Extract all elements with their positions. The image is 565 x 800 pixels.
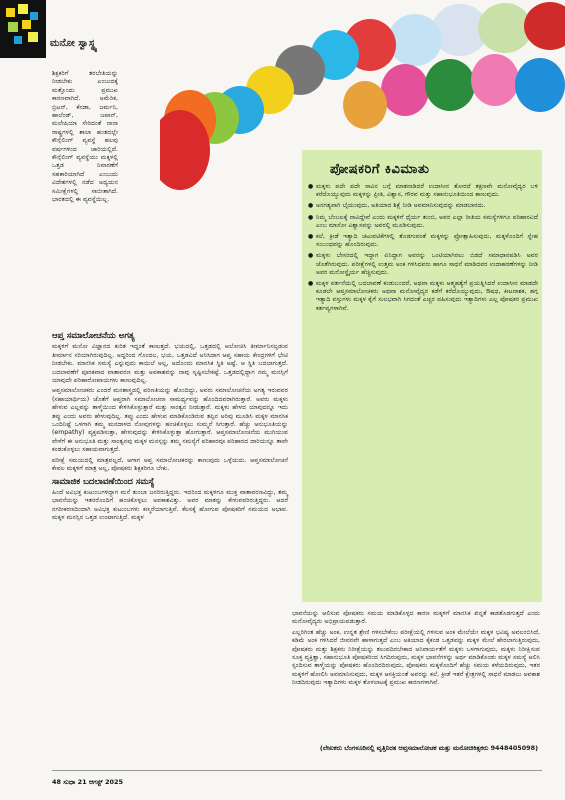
advice-box-title: ಪೋಷಕರಿಗೆ ಕಿವಿಮಾತು — [330, 162, 430, 177]
heading-social-change: ಸಾಮಾಜಿಕ ಬದಲಾವಣೆಯಿಂದ ಸಮಸ್ಯೆ — [52, 476, 155, 487]
left-column — [52, 328, 288, 525]
intro-text: ಶಿಕ್ಷಕರಿಗೆ ತರಬೇತಿಯನ್ನು ನೀಡಬೇಕು ಎಂಬುದಕ್ಕೆ ಮತ್ತೊಂದು ಪ್ರಮುಖ ಕಾರಣವಾಗಿದೆ. ಅಮೆರಿಕ, ಬ್ರಿಟನ್, ಕೆನಡಾ, ಜರ್ಮನಿ, ಹಾಲೆಂಡ್, ಜಪಾನ್, ಮಲೇಷಿಯಾ ಸೇರಿದಂತೆ ನಾನಾ ರಾಷ್ಟ್ರಗಳಲ್ಲಿ ಶಾಲಾ ಹಂತದಲ್ಲೇ ಕೌನ್ಸೆಲಿಂಗ್ ವ್ಯವಸ್ಥೆ ಹಲವು ವರ್ಷಗಳಿಂದ ಜಾರಿಯಲ್ಲಿದೆ. ಕೌನ್ಸೆಲಿಂಗ್ ವ್ಯವಸ್ಥೆಯು ಮಕ್ಕಳಲ್ಲಿ ಒತ್ತಡ ನಿವಾರಣೆಗೆ ಸಹಕಾರಿಯಾಗಿದೆ ಎಂಬುದು ವಿದೇಶಗಳಲ್ಲಿ ನಡೆದ ಅಧ್ಯಯನ ಸಮೀಕ್ಷೆಗಳಲ್ಲಿ ಸಾಬೀತಾಗಿದೆ. ಭಾರತದಲ್ಲಿ ಈ ವ್ಯವಸ್ಥೆಯಿಲ್ಲ. — [52, 70, 118, 204]
page-footer: 48 ಸುಧಾ 21 ಆಗಸ್ಟ್ 2025 — [52, 778, 124, 786]
list-item: ● ಅನಗತ್ಯವಾಗಿ ಬೈಯುವುದು, ಅತಿಯಾದ ಶಿಕ್ಷೆ ನೀಡಿ ಅವಮಾನಿಸುವುದನ್ನು ಮಾಡಬಾರದು. — [308, 202, 538, 210]
paragraph: ಪರೀಕ್ಷೆ ಸಮಯದಲ್ಲಿ ಮಾತ್ರವಲ್ಲದೆ, ಆಗಾಗ ಆಪ್ತ ಸಮಾಲೋಚಕರನ್ನು ಕಾಣುವುದು ಒಳ್ಳೆಯದು. ಆಪ್ತಸಮಾಲೋಚನೆ ಕೇವಲ ಮಕ್ಕಳಿಗೆ ಮಾತ್ರ ಅಲ್ಲ, ಪೋಷಕರು ಶಿಕ್ಷಕರಿಗೂ ಬೇಕು. — [52, 456, 288, 473]
paragraph: ಎಲ್ಲರಿಗಿಂತ ಹೆಚ್ಚು ಅಂಕ, ಉನ್ನತ ಶ್ರೇಣಿ ಗಳಿಸಬೇಕೆಂಬ ಪರೀಕ್ಷೆಯಲ್ಲಿ ಗಳಿಸುವ ಅಂಕ ಮೇಲೆಯೇ ಮಕ್ಕಳ ಭವಿಷ್ಯ ಅವಲಂಬಿಸಿದೆ, ಕಡಿಮೆ ಅಂಕ ಗಳಿಸಿದರೆ ಜೀವನವೇ ಹಾಳಾಗುತ್ತದೆ ಎಂಬ ಅತಿಯಾದ ಕೈಕಂಡ ಒತ್ತಡವನ್ನು ಮಕ್ಕಳ ಮೇಲೆ ಹೇರಲಾಗುತ್ತಿರುವುದು, ಪೋಷಕರು ಮತ್ತು ಶಿಕ್ಷಕರು ನಿರೀಕ್ಷೆಯನ್ನು ತಲುಪದಿರಬೇಕಾದ ಅನಿವಾರ್ಯತೆಗೆ ಮಕ್ಕಳು ಒಳಗಾಗುವುದು, ಮಕ್ಕಳು ನಿರೀಕ್ಷಿಸುವ ಸೂಕ್ತ ವ್ಯಕ್ತಿತ್ವಾ, ಸಹಾನುಭೂತಿ ಪೋಷಕರಿಂದ ಸಿಗದಿರುವುದು, ಮಕ್ಕಳ ಭಾವನೆಗಳನ್ನು ಅರ್ಥ ಮಾಡಿಕೊಂಡು ಮಕ್ಕಳ ಸಮಸ್ಯೆ ಆಲಿಸಿ ಸ್ಪಂದಿಸುವ ತಾಳ್ಮೆಯನ್ನು ಪೋಷಕರು ಹೊಂದಿರದಿರುವುದು, ಪೋಷಕರು ಮಕ್ಕಳೊಂದಿಗೆ ಹೆಚ್ಚು ಸಮಯ ಕಳೆಯದಿರುವುದು, ಇತರ ಮಕ್ಕಳಿಗೆ ಹೋಲಿಸಿ ಅವಮಾನಿಸುವುದು, ಮಕ್ಕಳ ಆಸಕ್ತಿಯಂತೆ ಅವರನ್ನು ಕಲೆ, ಕ್ರೀಡೆ ಇತರೆ ಕ್ಷೇತ್ರಗಳಲ್ಲಿ ಸಾಧನೆ ಮಾಡಲು ಅವಕಾಶ ನೀಡದಿರುವುದು ಇತ್ಯಾದಿಗಳು ಮಕ್ಕಳ ತೊಳಲಾಟಕ್ಕೆ ಪ್ರಮುಖ ಕಾರಣಗಳಾಗಿವೆ. — [292, 628, 540, 687]
advice-list — [308, 183, 538, 316]
right-column — [292, 610, 540, 690]
heading-counselling: ಆಪ್ತ ಸಮಾಲೋಚನೆಯ ಅಗತ್ಯ — [52, 331, 135, 341]
list-item: ● ಮಕ್ಕಳು ಪದೇ ಪದೇ ಸಾವಿನ ಬಗ್ಗೆ ಮಾತನಾಡಿದರೆ ಉದಾಸೀನ ತೋರದೆ ತಕ್ಷಣವೇ ಮನೋವೈದ್ಯರ ಬಳಿ ಕರೆದೊಯ್ಯುವುದು ಮಕ್ಕಳನ್ನು ಪ್ರೀತಿ, ವಿಶ್ವಾಸ, ಗೌರವ ಮತ್ತು ಸಹಾನುಭೂತಿಯಿಂದ ಕಾಣುವುದು. — [308, 183, 538, 199]
list-item: ● ಮಕ್ಕಳ ವರ್ತನೆಯಲ್ಲಿ ಬದಲಾವಣೆ ಕಂಡುಬಂದರೆ, ಅಥವಾ ಮಕ್ಕಳು ಆತ್ಮಹತ್ಯೆಗೆ ಪ್ರಯತ್ನಿಸಿದರೆ ಉದಾಸೀನ ಮಾಡದೇ ಕೂಡಲೇ ಆಪ್ತಸಮಾಲೋಚಕರು ಅಥವಾ ಮನೋವೈದ್ಯರ ಕಡೆಗೆ ಕರೆದೊಯ್ಯುವುದು, ಔಷಧ, ಕೀಟನಾಶಕ, ಹಗ್ಗ ಇತ್ಯಾದಿ ವಸ್ತುಗಳು ಮಕ್ಕಳ ಕೈಗೆ ಸುಲಭವಾಗಿ ಸಿಗದಂತೆ ಎಚ್ಚರ ವಹಿಸುವುದು ಇತ್ಯಾದಿಗಳು ಎಲ್ಲ ಪೋಷಕರ ಪ್ರಮುಖ ಕರ್ತವ್ಯಗಳಾಗಿವೆ. — [308, 280, 538, 313]
section-label: ಮನೋ ಸ್ವಾಸ್ಥ್ಯ — [50, 38, 97, 49]
section-logo — [0, 0, 46, 58]
footer-divider — [52, 770, 542, 771]
list-item: ● ಕಲೆ, ಕ್ರೀಡೆ ಇತ್ಯಾದಿ ಚಟುವಟಿಕೆಗಳಲ್ಲಿ ತೊಡಗುವಂತೆ ಮಕ್ಕಳನ್ನು ಪ್ರೋತ್ಸಾಹಿಸುವುದು, ಮಕ್ಕಳೊಂದಿಗೆ ಸ್ನೇಹ ಸಂಬಂಧವನ್ನು ಹೊಂದಿರುವುದು. — [308, 233, 538, 249]
list-item: ● ನಿಮ್ಮ ಬೆಂಬಲಕ್ಕೆ ನಾವಿದ್ದೇವೆ ಎಂದು ಮಕ್ಕಳಿಗೆ ಧೈರ್ಯ ತುಂಬಿ, ಅವರ ಎಲ್ಲಾ ರೀತಿಯ ಸಮಸ್ಯೆಗಳಿಗೂ ಪರಿಹಾರವಿದೆ ಎಂಬ ಮಾನೋ ವಿಶ್ವಾಸವನ್ನು ಅವರಲ್ಲಿ ಮೂಡಿಸುವುದು. — [308, 214, 538, 230]
author-note: (ಲೇಖಕರು ಬೆಂಗಳೂರಿನಲ್ಲಿ ವೃತ್ತಿನಿರತ ಆಪ್ತಸಮಾಲೋಚಕ ಮತ್ತು ಮನೋಚಿಕಿತ್ಸಕರು 9448405098) — [319, 744, 538, 752]
paragraph: ಹಿಂದೆ ಅವಿಭಕ್ತ ಕುಟುಂಬಗಳಿದ್ದಾಗ ಮನೆ ತುಂಬಾ ಜನರಿರುತ್ತಿದ್ದರು. ಇದರಿಂದ ಮಕ್ಕಳಿಗೂ ಮುಕ್ತ ವಾತಾವರಣವಿದ್ದು, ತಮ್ಮ ಭಾವನೆಯನ್ನು ಇತರರೊಂದಿಗೆ ಹಂಚಿಕೊಳ್ಳಲು ಅವಕಾಶವಿತ್ತು. ಅವರ ಮಾತನ್ನು ಕೇಳುವವರಿರುತ್ತಿದ್ದರು. ಆದರೆ ನಗರೀಕರಣದಿಂದಾಗಿ ಅವಿಭಕ್ತ ಕುಟುಂಬಗಳು ಕಣ್ಮರೆಯಾಗುತ್ತಿವೆ. ಕೆಲಸಕ್ಕೆ ಹೋಗುವ ಪೋಷಕರಿಗೆ ಸಮಯದ ಅಭಾವ. ಮಕ್ಕಳ ಮನಸ್ಸಿನ ಒತ್ತಡ ಉಂಟಾಗುತ್ತಿದೆ. ಮಕ್ಕಳ — [52, 488, 288, 522]
list-item: ● ಮಕ್ಕಳು ಬೇಸರದಲ್ಲಿ ಇದ್ದಾಗ ಏನಿದ್ದಾಗ ಅವರನ್ನು ಒಂಟಿಯಾಗಿರಲು ಬಿಡದೆ ಸಮಾಧಾನಪಡಿಸಿ ಅವರ ಜೊತೆಗಿರುವುದು. ಪರೀಕ್ಷೆಗಳಲ್ಲಿ ಉತ್ತಮ ಅಂಕ ಗಳಿಸಿದವರು ಹಾಗೂ ಸಾಧನೆ ಮಾಡಿದವರ ಉದಾಹರಣೆಗಳನ್ನು ನೀಡಿ ಅವರ ಮನೋಸ್ಥೈರ್ಯ ಹೆಚ್ಚಿಸುವುದು. — [308, 252, 538, 277]
paragraph: ಮಕ್ಕಳಿಗೆ ಮನೋ ವಿಜ್ಞಾನದ ಕುರಿತ ಇದ್ದಂತೆ ಕಾಣುತ್ತದೆ. ಭಯದಲ್ಲಿ, ಒತ್ತಡದಲ್ಲಿ ಆಲೋಚಿಸಿ ತೀರ್ಮಾನಿಸಲ್ಪಡುವ ತೀರ್ಮಾನ ಸರಿಯಾಗಿರುವುದಿಲ್ಲ. ಅದ್ದರಿಂದ ಗೊಂದಲ, ಭಯ, ಒತ್ತಡವಿದೆ ಅನಿಸಿದಾಗ ಆಪ್ತ ಸಹಾಯ ಕೇಂದ್ರಗಳಿಗೆ ಭೇಟಿ ನೀಡಬೇಕು. ಮಾನಸಿಕ ಸಮಸ್ಯೆ ಎನ್ನುವುದು ಕಾಯಿಲೆ ಅಲ್ಲ, ಅದೊಂದು ಮಾನಸಿಕ ಸ್ಥಿತಿ ಅಷ್ಟೆ. ಆ ಸ್ಥಿತಿ ಬದಲಾಗುತ್ತದೆ. ಬದಲಾವಣೆಗೆ ಪೂರಕವಾದ ವಾತಾವರಣ ಮತ್ತು ಅವಕಾಶವನ್ನು ನಾವು ಸೃಷ್ಟಿಸಬೇಕಷ್ಟೆ. ಒತ್ತಡದಲ್ಲಿದ್ದಾಗ ನಮ್ಮ ಮನಸ್ಸಿಗೆ ಯಾವುದೇ ಪರಿಹಾರೋಪಾಯಗಳು ಕಾಣುವುದಿಲ್ಲ. — [52, 343, 288, 385]
paragraph: ಭಾವನೆಯನ್ನು ಆಲಿಸುವ ಪೋಷಕರು ಸಮಯ ಮಾಡಿಕೊಳ್ಳದ ಕಾರಣ ಮಕ್ಕಳಿಗೆ ಮಾನಸಿಕ ಖಿನ್ನತೆ ಕಾಡತೊಡಗುತ್ತದೆ ಎಂದು ಮನೋವೈದ್ಯರು ಅಭಿಪ್ರಾಯಪಡುತ್ತಾರೆ. — [292, 610, 540, 626]
paragraph: ಆಪ್ತಸಮಾಲೋಚಕರು ಎಂದರೆ ಮನಶಾಸ್ತ್ರದಲ್ಲಿ ಪರಿಣತಿಯನ್ನು ಹೊಂದಿದ್ದು, ಅವರು ಸಮಾಲೋಚನೆಯ ಅಗತ್ಯ ಇರುವವರ (ಸಹಾಯಾರ್ಥಿಯ) ಜೊತೆಗೆ ಆಪ್ತರಾಗಿ ಸಮಾಲೋಚನಾ ಸಾಮರ್ಥ್ಯವನ್ನು ಹೊಂದಿದವರಾಗಿರುತ್ತಾರೆ. ಅವರು ಮಕ್ಕಳು ಹೇಳುವ ಎಲ್ಲವನ್ನು ತಾಳ್ಮೆಯಿಂದ ಕೇಳಿಸಿಕೊಳ್ಳುತ್ತಾರೆ ಮತ್ತು ಸಾಂತ್ವನ ನೀಡುತ್ತಾರೆ. ಮಕ್ಕಳು ಹೇಳದ ಯಾವುದನ್ನೂ ಇದು ತಪ್ಪು ಎಂದು ಅವರು ಹೇಳುವುದಿಲ್ಲ. ತಪ್ಪು ಎಂದು ಹೇಳುವ ಮಾಡಿಕೊಂಡಿರುವ ತಪ್ಪಿನ ಅರಿವು ಮೂಡಿಸಿ ಮಕ್ಕಳ ಮಾನಸಿಕ ಒಂದಿನಿಷ್ಟೆ ಒಳಗಾಗಿ ತಮ್ಮ ಮನದಾಳದ ನೋವುಗಳನ್ನು ಹಂಚಿಕೊಳ್ಳಲು ಸುಮ್ಮನೆ ಸಿಗುತ್ತಾರೆ. ಹೆಚ್ಚು ಅನುಭೂತಿಯನ್ನು (empathy) ವ್ಯಕ್ತಪಡಿಸುತ್ತಾ, ಹೇಳುವುದನ್ನು ಕೇಳಿಸಿಕೊಳ್ಳುತ್ತಾ ಹೋಗುತ್ತಾರೆ. ಆಪ್ತಸಮಾಲೋಚನೆಯ ಮುಗಿಯುವ ವೇಳೆಗೆ ಈ ಅನುಭೂತಿ ಮತ್ತು ಸಾಂತ್ವನವು ಮಕ್ಕಳ ಮನಸ್ಸನ್ನು ತಮ್ಮ ಸಮಸ್ಯೆಗೆ ಪರಿಹಾರವೂ ಪರಿಹಾರದ ದಾರಿಯನ್ನೂ ತಾವೇ ಕಂಡುಕೊಳ್ಳಲು ಸಹಾಯವಾಗುತ್ತದೆ. — [52, 387, 288, 454]
intro-column — [52, 70, 118, 207]
